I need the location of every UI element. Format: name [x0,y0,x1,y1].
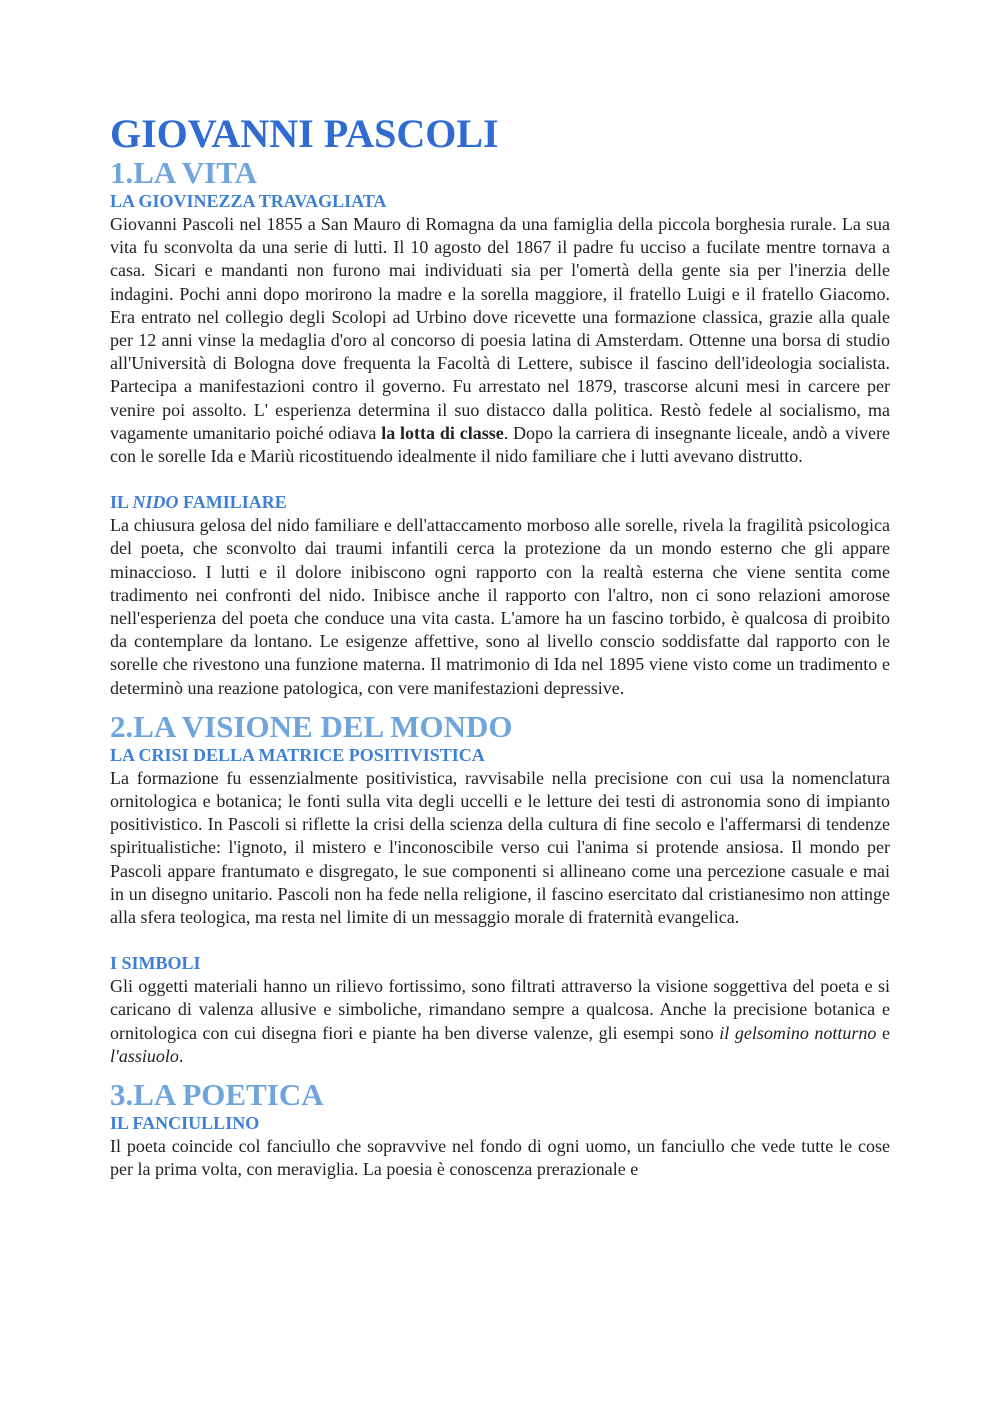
paragraph-simboli [110,975,890,1068]
italic-title: l'assiuolo [110,1045,179,1066]
paragraph-text: . Dopo la carriera di insegnante liceale, andò a vivere con le sorelle Ida e Mariù ricostituendo idealmente il nido familiare che i lutti avevano distrutto. [110,422,890,467]
italic-title: il gelsomino notturno [719,1022,877,1043]
heading-italic: NIDO [132,492,179,513]
paragraph-text: . [178,1045,184,1066]
paragraph-giovinezza [110,213,890,468]
subheading-giovinezza: LA GIOVINEZZA TRAVAGLIATA [110,191,387,211]
bold-phrase: la lotta di classe [381,422,504,443]
paragraph-text: Giovanni Pascoli nel 1855 a San Mauro di Romagna da una famiglia della piccola borghesia rurale. La sua vita fu sconvolta da una serie di lutti. Il 10 agosto del 1867 il padre fu ucciso a fucilate mentre tornava a casa. Sicari e mandanti non furono mai individuati sia per l'omertà della gente sia per l'inerzia delle indagini. Pochi anni dopo morirono la madre e la sorella maggiore, il fratello Luigi e il fratello Giacomo. Era entrato nel collegio degli Scolopi ad Urbino dove ricevette una formazione classica, grazie alla quale per 12 anni vinse la medaglia d'oro al concorso di poesia latina di Amsterdam. Ottenne una borsa di studio all'Università di Bologna dove frequenta la Facoltà di Lettere, subisce il fascino dell'ideologia socialista. Partecipa a manifestazioni contro il governo. Fu arrestato nel 1879, trascorse alcuni mesi in carcere per venire poi assolto. L' esperienza determina il suo distacco dalla politica. Restò fedele al socialismo, ma vagamente umanitario poiché odiava [110,214,890,443]
section-heading-vita: 1.LA VITA [110,155,258,190]
document-title: GIOVANNI PASCOLI [110,111,499,156]
document-page [110,112,890,1182]
subheading-nido [110,491,890,514]
paragraph-fanciullino: Il poeta coincide col fanciullo che sopravvive nel fondo di ogni uomo, un fanciullo che vede tutte le cose per la prima volta, con meraviglia. La poesia è conoscenza prerazionale e [110,1136,890,1180]
paragraph-text: e [876,1022,890,1043]
subheading-simboli: I SIMBOLI [110,953,201,974]
heading-part: FAMILIARE [178,492,287,513]
paragraph-nido: La chiusura gelosa del nido familiare e dell'attaccamento morboso alle sorelle, rivela la fragilità psicologica del poeta, che sconvolto dai traumi infantili cerca la protezione da un mondo esterno che gli appare minaccioso. I lutti e il dolore inibiscono ogni rapporto con la realtà esterna che viene sentita come tradimento nei confronti del nido. Inibisce anche il rapporto con l'altro, non ci sono relazioni amorose nell'esperienza del poeta che conduce una vita casta. L'amore ha un fascino torbido, è qualcosa di proibito da contemplare da lontano. Le esigenze affettive, sono al livello conscio soddisfatte dal rapporto con le sorelle che rivestono una funzione materna. Il matrimonio di Ida nel 1895 viene visto come un tradimento e determinò una reazione patologica, con vere manifestazioni depressive. [110,515,890,698]
paragraph-crisi: La formazione fu essenzialmente positivistica, ravvisabile nella precisione con cui usa la nomenclatura ornitologica e botanica; le fonti sulla vita degli uccelli e le letture dei testi di astronomia sono di impianto positivistico. In Pascoli si riflette la crisi della scienza della cultura di fine secolo e l'affermarsi di tendenze spiritualistiche: l'ignoto, il mistero e l'inconoscibile verso cui l'anima si protende ansiosa. Il mondo per Pascoli appare frantumato e disgregato, le sue componenti si allineano come una percezione casuale e mai in un disegno unitario. Pascoli non ha fede nella religione, il fascino esercitato dal cristianesimo non attinge alla sfera teologica, ma resta nel limite di un messaggio morale di fraternità evangelica. [110,767,890,928]
heading-part: IL [110,492,133,513]
subheading-crisi: LA CRISI DELLA MATRICE POSITIVISTICA [110,744,485,765]
section-heading-poetica: 3.LA POETICA [110,1077,324,1113]
subheading-fanciullino: IL FANCIULLINO [110,1113,260,1134]
section-heading-visione: 2.LA VISIONE DEL MONDO [110,708,513,744]
paragraph-text: Gli oggetti materiali hanno un rilievo fortissimo, sono filtrati attraverso la visione soggettiva del poeta e si caricano di valenza allusive e simboliche, rimandano sempre a qualcosa. Anche la precisione botanica e ornitologica con cui disegna fiori e piante ha ben diverse valenze, gli esempi sono [110,976,890,1043]
